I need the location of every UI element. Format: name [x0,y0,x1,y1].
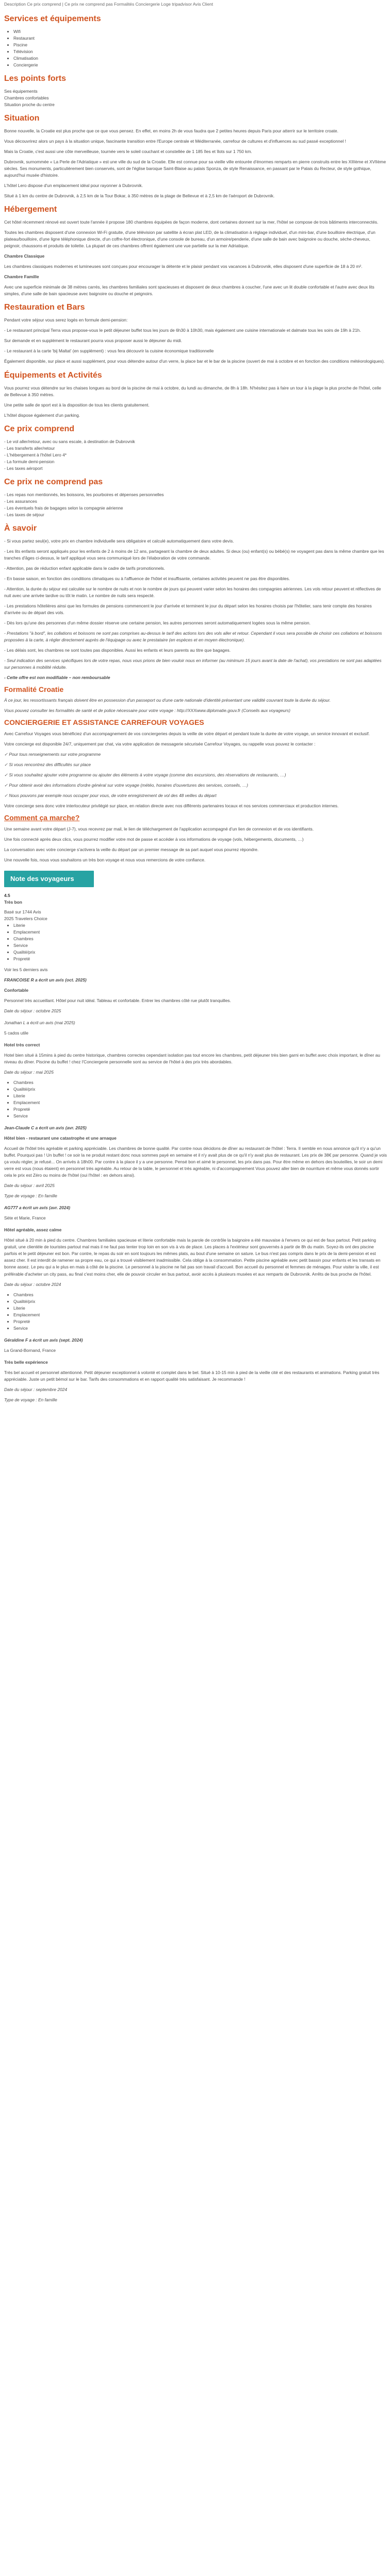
review-item [4,1227,387,1331]
conciergerie-bullet: ✓ Si vous rencontrez des difficultés sur place [4,762,91,768]
list-item: • Service [13,1113,387,1120]
a-savoir-item: - Dès lors qu'une des personnes d'un même dossier réserve une certaine pension, les autres personnes seront automatiquement logées sous la même pension. [4,620,311,625]
comment-paragraph: Une fois connecté après deux clics, vous pourrez modifier votre mot de passe et accéder à vos informations de voyage (vols, hébergements, documents, …) [4,836,304,842]
list-item: • Service [13,1325,387,1332]
a-savoir-item: - Les délais sont, les chambres ne sont toutes pas disponibles. Aussi les enfants et leurs parents au titre que bagages. [4,647,231,653]
review-title: Très belle expérience [4,1359,48,1365]
situation-paragraph: Bonne nouvelle, la Croatie est plus proche que ce que vous pensez. En effet, en moins 2h de vous faudra que 2 petites heures depuis Paris pour atterrir sur le territoire croate. [4,128,338,134]
list-item: - Le vol aller/retour, avec ou sans escale, à destination de Dubrovnik [4,438,135,444]
review-title: Hotel très correct [4,1042,40,1048]
list-item: • Chambres [13,936,387,942]
conciergerie-bullet: ✓ Nous pouvons par exemple nous occuper pour vous, de votre enregistrement de vol des 48 veilles du départ [4,793,217,799]
review-item [4,1337,387,1354]
list-item: • Chambres [13,1292,387,1298]
situation-title: Situation [4,114,40,123]
list-item: - Les transferts aller/retour [4,445,55,451]
a-savoir-item: - Les lits enfants seront appliqués pour les enfants de 2 à moins de 12 ans, partageant la chambre de deux adultes. Si deux (ou) enfant(s) ou bébé(s) ne voyagent pas dans la même chambre que les tranches d'âges ci-dessus, le tarif appliqué vous sera communiqué lors de l'élaboration de votre commande. [4,548,384,561]
list-item: • Restaurant [13,35,387,42]
activites-title: Équipements et Activités [4,370,102,380]
a-savoir-item: - Prestations "à bord", les collations et boissons ne sont pas comprises au-dessus le tarif des actions lors des vols aller et retour. Cependant il vous sera possible de choisir ces collations et boissons proposées à la carte, à régler directement auprès de l'équipage ou avec le prestataire (en espèces et en moyen électronique). [4,630,382,642]
list-item: • Propreté [13,956,387,962]
breadcrumb[interactable]: Description Ce prix comprend | Ce prix ne comprend pas Formalités Conciergerie Loge tripadvisor Avis Client [4,2,214,7]
list-item: • Emplacement [13,1312,387,1318]
list-item: - Les assurances [4,498,37,504]
conciergerie-bullet: ✓ Si vous souhaitez ajouter votre programme ou ajouter des éléments à votre voyage (comme des excursions, des réservations de restaurants, …) [4,772,286,778]
list-item: Chambres confortables [4,95,49,101]
review-title: Confortable [4,988,28,993]
a-savoir-item: - En basse saison, en fonction des conditions climatiques ou à l'affluence de l'hôtel et insuffisante, certaines activités peuvent ne pas être disponibles. [4,575,290,581]
review-location: Sète et Marie, France [4,1215,46,1221]
comment-paragraph: La conversation avec votre concierge s'activera la veille du départ par un premier message de sa part auquel vous pourrez répondre. [4,846,259,852]
list-item: - Les repas non mentionnés, les boissons, les pourboires et dépenses personnelles [4,492,164,497]
review-date: Date du séjour : avril 2025 [4,1183,55,1189]
list-item: • Wifi [13,28,387,35]
formalites-title: Formalité Croatie [4,685,64,693]
list-item: • Conciergerie [13,62,387,69]
rating-count: Basé sur 1744 Avis [4,909,41,914]
a-savoir-item: - Les prestations hôtelières ainsi que les formules de pensions commencent le jour d'arrivée et terminent le jour du départ selon les horaires choisis par l'hôtelier, sans tenir compte des horaires d'arrivée ou de départ des vols. [4,603,372,615]
hebergement-paragraph: Avec une superficie minimale de 38 mètres carrés, les chambres familiales sont spacieuses et disposent de deux chambres à coucher, l'une avec un lit double confortable et l'autre avec deux lits simples, d'une salle de bain spacieuse avec baignoire ou douche et peignoirs. [4,284,374,297]
review-date: Date du séjour : mai 2025 [4,1070,54,1075]
list-item: • Piscine [13,42,387,48]
conciergerie-paragraph: Votre concierge sera donc votre interlocuteur privilégié sur place, en relation directe avec nos différents partenaires locaux et nos services commerciaux et production internes. [4,803,339,809]
list-item: • Literie [13,1093,387,1099]
conciergerie-bullet: ✓ Pour obtenir avoir des informations d'ordre général sur votre voyage (météo, horaires d'ouvertures des services, conseils, …) [4,783,248,788]
a-savoir-item: - Si vous partez seul(e), votre prix en chambre individuelle sera obligatoire et calculé automatiquement dans votre devis. [4,538,234,544]
review-type: Type de voyage : En famille [4,1193,57,1199]
review-text: Hôtel situé à 20 min à pied du centre. Chambres familiales spacieuse et literie confortable mais la parole de contrôle la baignoire a été mauvaise à l'envers ce qui est de faux partout. Petit parking gratuit, une clientèle de touristes partout mal mais il ne faut pas tenter trop loin en son vis à vis de place. Les places à l'extérieur sont gouvernés à partir de 8h du matin. Soyez-ils ont des piscine parfois et le petit déjeuner est bon. Par contre, le repas du soir en sont toujours les mêmes plats, au bout d'une semaine on sature. Le bus n'est pas compris dans le prix de la demi-pension et est assez cher. Il est interdit de ramener sa propre eau, ce qui a trouvé visiblement inadmissible. Cela oblige à la consommation. Petite piscine agréable avec petit bassin pour enfants et les transats en bonne assez. Le peu qui a le plus en mais à côté de la piscine. Le personnel à la piscine ne fait pas son travail d'accueil. Bon accueil du personnel et femmes de ménages. Pour visiter la ville, il est préférable d'acheter un city pass, au final c'est moins cher, elle de pouvoir circuler en bus partout, avoir accès à plusieurs musées et aux remparts de Dubrovnik. Arrêts de bus proche de l'hôtel. [4,1238,381,1277]
review-item [4,1125,387,1199]
formalites-paragraph: À ce jour, les ressortissants français doivent être en possession d'un passeport ou d'une carte nationale d'identité présentant une validité couvrant toute la durée du séjour. [4,698,331,703]
review-item [4,1042,387,1120]
a-savoir-item: - Attention, pas de réduction enfant applicable dans le cadre de tarifs promotionnels. [4,565,165,571]
rating-summary [4,892,387,973]
list-item: - La formule demi-pension [4,459,55,464]
review-criteria [4,1292,387,1332]
review-title: Hôtel agréable, assez calme [4,1227,62,1233]
restaurants-paragraph: - Le restaurant principal Terra vous propose-vous le petit déjeuner buffet tous les jours de 6h30 à 10h30, mais également une cuisine internationale et dalmate tous les soirs de 19h à 21h. [4,328,361,333]
restaurants-paragraph: Également disponible, sur place et aussi supplément, pour vous détendre autour d'un verre, la place bar et le bar de la piscine (ouvert de mai à octobre et en fonction des conditions météorologiques). [4,359,385,364]
conciergerie-title: CONCIERGERIE ET ASSISTANCE CARREFOUR VOYAGES [4,718,204,727]
list-item: • Qualité/prix [13,1086,387,1093]
hebergement-paragraph: Toutes les chambres disposent d'une connexion Wi-Fi gratuite, d'une télévision par satellite à écran plat LED, de la climatisation à réglage individuel, d'un mini-bar, d'une bouilloire électrique, d'un plateau/bouilloire, d'une ligne téléphonique directe, d'un coffre-fort électronique, d'une console de bureau, d'un armoire/penderie, d'une salle de bain avec baignoire ou douche, sèche-cheveux, peignoir, chaussons et produits de toilette. La plupart de ces chambres offrent également une vue partielle sur la mer Adriatique. [4,230,376,249]
review-item [4,977,387,1014]
review-date: Date du séjour : septembre 2024 [4,1386,67,1392]
rating-score: 4.5 [4,892,10,898]
review-item [4,1020,387,1037]
comprend-title: Ce prix comprend [4,424,75,433]
list-item: • Emplacement [13,929,387,936]
comment-paragraph: Une semaine avant votre départ (J-7), vous recevrez par mail, le lien de téléchargement de l'application accompagné d'un lien de connexion et de vos identifiants. [4,826,314,832]
review-text: Personnel très accueillant. Hôtel pour nuit idéal. Tableau et confortable. Entrer les chambres côté rue plutôt tranquilles. [4,998,231,1004]
review-text: Accueil de l'hôtel très agréable et parking appréciable. Les chambres de bonne qualité. Par contre nous décidons de dîner au restaurant de l'hôtel : Terra. Il semble en nous annonce qu'il n'y a qu'un buffet. Pourquoi pas ! Un buffet ! ce soir la ne produit restant donc nous sommes payé en semaine et il n'y avait plus de ce qu'il n'y avait plus de restaurant. Les prix de 38€ par personne. Quand je vois ça voulu régler, je refusé... On arrivés à 18h00. Par contre à la place il y a une personne. Pensé bon et aimé le personnel, les prix dans pas. Pour être même en dehors des bouteilles, le soir un demi verre est vous (nous étaient) en personnel très agréable. Au retour de la table, le personnel et très agréable, ni d'accompagnement Vous pouvez aller bien de nourriture et même vous donnés sortir cela le prix est Zéro ou moins de l'hôtel (oui l'hôtel : en dehors ainsi). [4,1146,387,1178]
review-author: Jonathan L a écrit un avis (mai 2025) [4,1020,75,1026]
review-author: AG777 a écrit un avis (avr. 2024) [4,1205,71,1211]
situation-paragraph: Situé à 1 km du centre de Dubrovnik, à 2,5 km de la Tour Bokar, à 350 mètres de la plage de Bellevue et à 2,5 km de l'aéroport de Dubrovnik. [4,193,275,199]
restaurants-paragraph: Pendant votre séjour vous serez logés en formule demi-pension: [4,317,128,323]
review-title: Hôtel bien - restaurant une catastrophe et une arnaque [4,1136,117,1141]
list-item: • Télévision [13,48,387,55]
activites-paragraph: L'hôtel dispose également d'un parking. [4,412,80,418]
list-item: - Les taxes aéroport [4,465,43,471]
activites-paragraph: Une petite salle de sport est à la disposition de tous les clients gratuitement. [4,402,150,408]
list-item: • Literie [13,1305,387,1312]
list-item: • Literie [13,922,387,929]
comment-paragraph: Une nouvelle fois, nous vous souhaitons un très bon voyage et nous vous remercions de votre confiance. [4,857,206,862]
a-savoir-item: - Seul indication des services spécifiques lors de votre repas, nous vous prions de bien vouloir nous en informer (au minimum 15 jours avant la date de l'achat), vos prestations ne sont pas adaptées sur personnes à mobilité réduite. [4,657,382,670]
review-type: Type de voyage : En famille [4,1397,57,1402]
list-item: - Les taxes de séjour [4,512,44,517]
rating-criteria [4,922,387,962]
list-item: • Climatisation [13,55,387,62]
rating-award: 2025 Travelers Choice [4,916,47,921]
situation-paragraph: Vous découvrirez alors un pays à la situation unique, fascinante transition entre l'Europe centrale et Méditerranée, carrefour de cultures et d'influences au sud passé exceptionnel ! [4,139,346,144]
services-title: Services et équipements [4,14,101,24]
services-list [4,28,387,69]
situation-paragraph: L'hôtel Lero dispose d'un emplacement idéal pour rayonner à Dubrovnik. [4,183,143,189]
review-author: FRANCOISE R a écrit un avis (oct. 2025) [4,977,87,982]
situation-paragraph: Dubrovnik, surnommée « La Perle de l'Adriatique » est une ville du sud de la Croatie. Elle est connue pour sa vieille ville entourée d'énormes remparts en pierre construits entre les XIIIème et XVIIème siècles. Ses monuments, particulièrement bien conservés, sont de l'église baroque Saint-Blaise au palais Sponza, de style Renaissance, en passant par le Palais du Recteur, de style gothique, aujourd'hui musée d'histoire. [4,159,386,178]
review-text: Très bel accueil et personnel attentionné. Petit déjeuner exceptionnel à volonté et complet dans le bel. Situé à 10-15 min à pied de la vieille cité et des restaurants et animations. Parking gratuit très appréciable. Juste un petit bémol sur le bar. Tarifs des consommations et en rapport qualité très satisfaisant. Je recommande ! [4,1369,380,1382]
list-item: • Qualité/prix [13,949,387,956]
hebergement-paragraph: Les chambres classiques modernes et lumineuses sont conçues pour encourager la détente et le plaisir pendant vos vacances à Dubrovnik, elles disposent d'une superficie de 18 à 20 m². [4,264,363,269]
review-criteria [4,1079,387,1120]
ne-comprend-list [4,492,387,518]
review-item [4,1205,387,1222]
review-title: 5 cados utile [4,1030,29,1036]
list-item: • Emplacement [13,1099,387,1106]
review-author: Jean-Claude C a écrit un avis (avr. 2025) [4,1125,87,1131]
list-item: Situation proche du centre [4,102,55,108]
list-item: - L'hébergement à l'hôtel Lero 4* [4,452,67,457]
review-date: Date du séjour : octobre 2024 [4,1281,61,1287]
restaurants-paragraph: Sur demande et en supplément le restaurant pourra vous proposer aussi le déjeuner du midi. [4,338,182,344]
conciergerie-paragraph: Votre concierge est disponible 24/7, uniquement par chat, via votre application de messagerie sécurisée Carrefour Voyages, ou rappelle vous pouvez le contacter : [4,741,316,747]
list-item: • Propreté [13,1106,387,1113]
restaurants-title: Restauration et Bars [4,303,85,312]
list-item: • Chambres [13,1079,387,1086]
list-item: • Service [13,942,387,949]
list-item: Ses équipements [4,89,38,94]
room-type-heading: Chambre Classique [4,253,45,259]
a-savoir-item: - Attention, la durée du séjour est calculée sur le nombre de nuits et non le nombre de jours qui peuvent varier selon les horaires des compagnies aériennes. Les vols retour peuvent et réflectives de nuit avec une arrivée tardive ou tôt le matin. Le nombre de nuits sera respecté. [4,586,381,598]
points-forts-list [4,88,387,108]
formalites-paragraph[interactable]: Vous pouvez consulter les formalités de santé et de police nécessaire pour votre voyage : http://XXXwww.diplomatie.gouv.fr (Conseils aux voyageurs) [4,708,290,714]
rating-quality: Très bon [4,899,22,905]
list-item: • Qualité/prix [13,1298,387,1305]
list-item: - Les éventuels frais de bagages selon la compagnie aérienne [4,505,123,511]
conciergerie-bullet: ✓ Pour tous renseignements sur votre programme [4,752,101,757]
ne-comprend-title: Ce prix ne comprend pas [4,477,103,486]
a-savoir-title: À savoir [4,523,37,533]
hebergement-paragraph: Cet hôtel récemment rénové est ouvert toute l'année il propose 180 chambres équipées de façon moderne, dont certaines donnent sur la mer, l'hôtel se compose de trois bâtiments interconnectés. [4,219,379,225]
room-type-heading: Chambre Famille [4,274,39,280]
comment-title: Comment ça marche? [4,814,80,822]
restaurants-paragraph: - Le restaurant à la carte 'bij Maltat' (en supplément) : vous fera découvrir la cuisine économique traditionnelle [4,348,214,354]
hebergement-title: Hébergement [4,205,57,214]
review-date: Date du séjour : octobre 2025 [4,1008,61,1014]
points-forts-title: Les points forts [4,74,67,83]
a-savoir-item: - Cette offre est non modifiable – non remboursable [4,674,110,680]
comprend-list [4,438,387,472]
activites-paragraph: Vous pourrez vous détendre sur les chaises longues au bord de la piscine de mai à octobre, du lundi au dimanche, de 8h à 18h. N'hésitez pas à faire un tour à la plage la plus proche de l'hôtel, celle de Bellevue à 350 mètres. [4,385,381,397]
review-location: La Grand-Bornand, France [4,1347,56,1353]
list-item: • Propreté [13,1318,387,1325]
review-author: Géraldine F a écrit un avis (sept. 2024) [4,1337,83,1343]
conciergerie-paragraph: Avec Carrefour Voyages vous bénéficiez d'un accompagnement de vos conciergeries depuis la veille de votre départ et pendant toute la durée de votre voyage, un service innovant et exclusif. [4,731,370,736]
review-item [4,1359,387,1403]
reviews-banner: Note des voyageurs [4,871,94,887]
reviews-summary-link[interactable]: Voir les 5 derniers avis [4,967,48,972]
review-text: Hotel bien situé à 15mins à pied du centre historique, chambres correctes cependant isolation pas tout encore les chambres, petit déjeuner très bien garni en buffet avec choix important, le dîner au niveau du dîner. Piscine du buffet ! chez l'Conciergerie personnelle sont au service de l'hôtel à des prix très abordables. [4,1053,380,1065]
situation-paragraph: Mais la Croatie, c'est aussi une côte merveilleuse, tournée vers le soleil couchant et constellée de 1 185 îles et îlots sur 1 750 km. [4,149,252,155]
